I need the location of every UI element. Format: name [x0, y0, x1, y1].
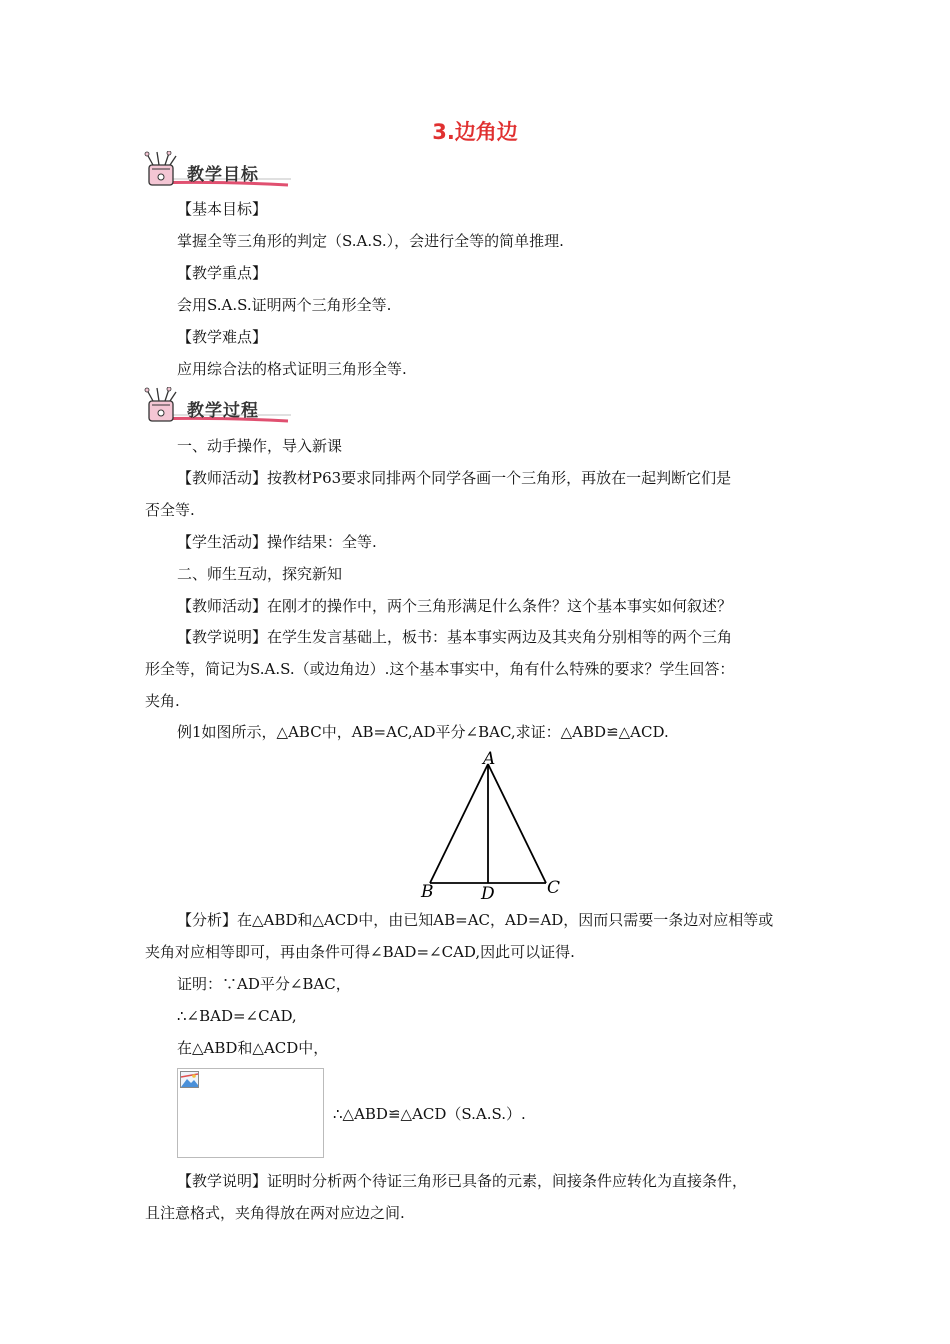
teaching-note-2: 【教学说明】证明时分析两个待证三角形已具备的元素，间接条件应转化为直接条件， [177, 1172, 748, 1190]
step-one-heading: 一、动手操作，导入新课 [177, 437, 343, 455]
broken-image-icon [180, 1071, 200, 1089]
basic-goal-text: 掌握全等三角形的判定（S.A.S.），会进行全等的简单推理. [177, 232, 564, 250]
vertex-label-d: D [481, 884, 495, 904]
triangle-figure [415, 748, 575, 908]
teacher-activity-1: 【教师活动】按教材P63要求同排两个同学各画一个三角形，再放在一起判断它们是 [177, 469, 732, 487]
section-banner-process [143, 387, 293, 427]
proof-conclusion: ∴△ABD≌△ACD（S.A.S.）. [333, 1105, 526, 1123]
proof-line-1: 证明：∵AD平分∠BAC， [177, 975, 351, 993]
key-point-heading: 【教学重点】 [177, 264, 268, 282]
student-activity-1: 【学生活动】操作结果：全等. [177, 533, 377, 551]
analysis-text: 【分析】在△ABD和△ACD中，由已知AB=AC，AD=AD，因而只需要一条边对应相等或 [177, 911, 774, 929]
page-title: 3.边角边 [432, 120, 518, 144]
difficulty-text: 应用综合法的格式证明三角形全等. [177, 360, 407, 378]
proof-line-3: 在△ABD和△ACD中， [177, 1039, 329, 1057]
key-point-text: 会用S.A.S.证明两个三角形全等. [177, 296, 392, 314]
analysis-text-cont: 夹角对应相等即可，再由条件可得∠BAD=∠CAD,因此可以证得. [145, 943, 575, 961]
basic-goal-heading: 【基本目标】 [177, 200, 268, 218]
proof-line-2: ∴∠BAD=∠CAD, [177, 1007, 297, 1025]
step-two-heading: 二、师生互动，探究新知 [177, 565, 343, 583]
vertex-label-c: C [547, 878, 561, 898]
teaching-note-1-end: 夹角. [145, 692, 180, 710]
section-banner-label: 教学目标 [187, 165, 259, 185]
teaching-note-1-cont: 形全等，简记为S.A.S.（或边角边）.这个基本事实中，角有什么特殊的要求？学生回答： [145, 660, 735, 678]
vertex-label-b: B [421, 882, 434, 902]
teaching-note-1: 【教学说明】在学生发言基础上，板书：基本事实两边及其夹角分别相等的两个三角 [177, 628, 733, 646]
section-banner-label: 教学过程 [187, 401, 259, 421]
teacher-activity-2: 【教师活动】在刚才的操作中，两个三角形满足什么条件？这个基本事实如何叙述？ [177, 597, 733, 615]
teacher-activity-1-cont: 否全等. [145, 501, 195, 519]
difficulty-heading: 【教学难点】 [177, 328, 268, 346]
broken-image-placeholder [177, 1068, 324, 1158]
side-ac [488, 764, 546, 883]
vertex-label-a: A [483, 749, 496, 769]
example-1: 例1如图所示，△ABC中，AB=AC,AD平分∠BAC,求证：△ABD≌△ACD. [177, 723, 669, 741]
section-banner-goals [143, 151, 293, 191]
side-ab [430, 764, 488, 883]
teaching-note-2-cont: 且注意格式，夹角得放在两对应边之间. [145, 1204, 405, 1222]
